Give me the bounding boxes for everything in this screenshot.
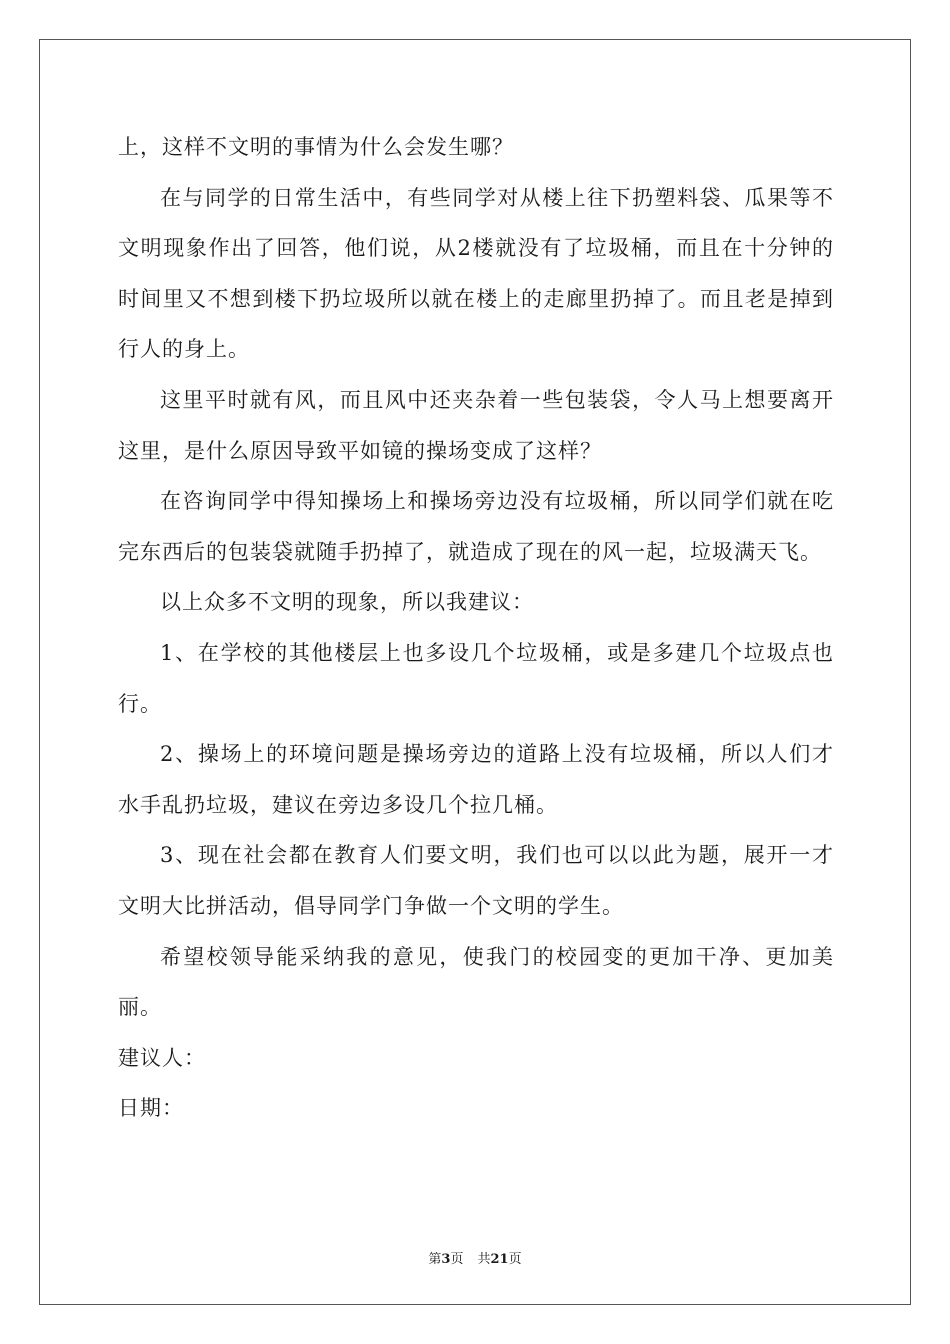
- suggestion-1: 1、在学校的其他楼层上也多设几个垃圾桶，或是多建几个垃圾点也行。: [118, 640, 834, 716]
- closing-paragraph: 希望校领导能采纳我的意见，使我门的校园变的更加干净、更加美丽。: [118, 944, 834, 1020]
- suggestion-3: 3、现在社会都在教育人们要文明，我们也可以以此为题，展开一才文明大比拼活动，倡导同学门争做一个文明的学生。: [118, 843, 834, 918]
- document-body: [118, 122, 834, 1134]
- page-number: 3: [441, 1252, 451, 1267]
- page-footer: [0, 1248, 950, 1267]
- paragraph-2: 在与同学的日常生活中，有些同学对从楼上往下扔塑料袋、瓜果等不文明现象作出了回答，他们说，从2楼就没有了垃圾桶，而且在十分钟的时间里又不想到楼下扔垃圾所以就在楼上的走廊里扔掉了。而且老是掉到行人的身上。: [118, 185, 834, 362]
- suggestion-2: 2、操场上的环境问题是操场旁边的道路上没有垃圾桶，所以人们才水手乱扔垃圾，建议在旁边多设几个拉几桶。: [118, 742, 834, 817]
- date-label: 日期：: [118, 1096, 184, 1121]
- paragraph-1: 上，这样不文明的事情为什么会发生哪？: [118, 135, 514, 159]
- page-suffix: 页: [450, 1252, 464, 1267]
- total-prefix: 共: [477, 1252, 491, 1267]
- paragraph-5: 以上众多不文明的现象，所以我建议：: [160, 590, 534, 615]
- paragraph-3: 这里平时就有风，而且风中还夹杂着一些包装袋，令人马上想要离开这里，是什么原因导致平如镜的操场变成了这样？: [118, 387, 834, 463]
- total-pages: 21: [490, 1252, 509, 1267]
- total-suffix: 页: [508, 1252, 522, 1267]
- paragraph-4: 在咨询同学中得知操场上和操场旁边没有垃圾桶，所以同学们就在吃完东西后的包装袋就随手扔掉了，就造成了现在的风一起，垃圾满天飞。: [118, 489, 834, 564]
- page-prefix: 第: [428, 1252, 442, 1267]
- signature-label: 建议人：: [118, 1045, 206, 1070]
